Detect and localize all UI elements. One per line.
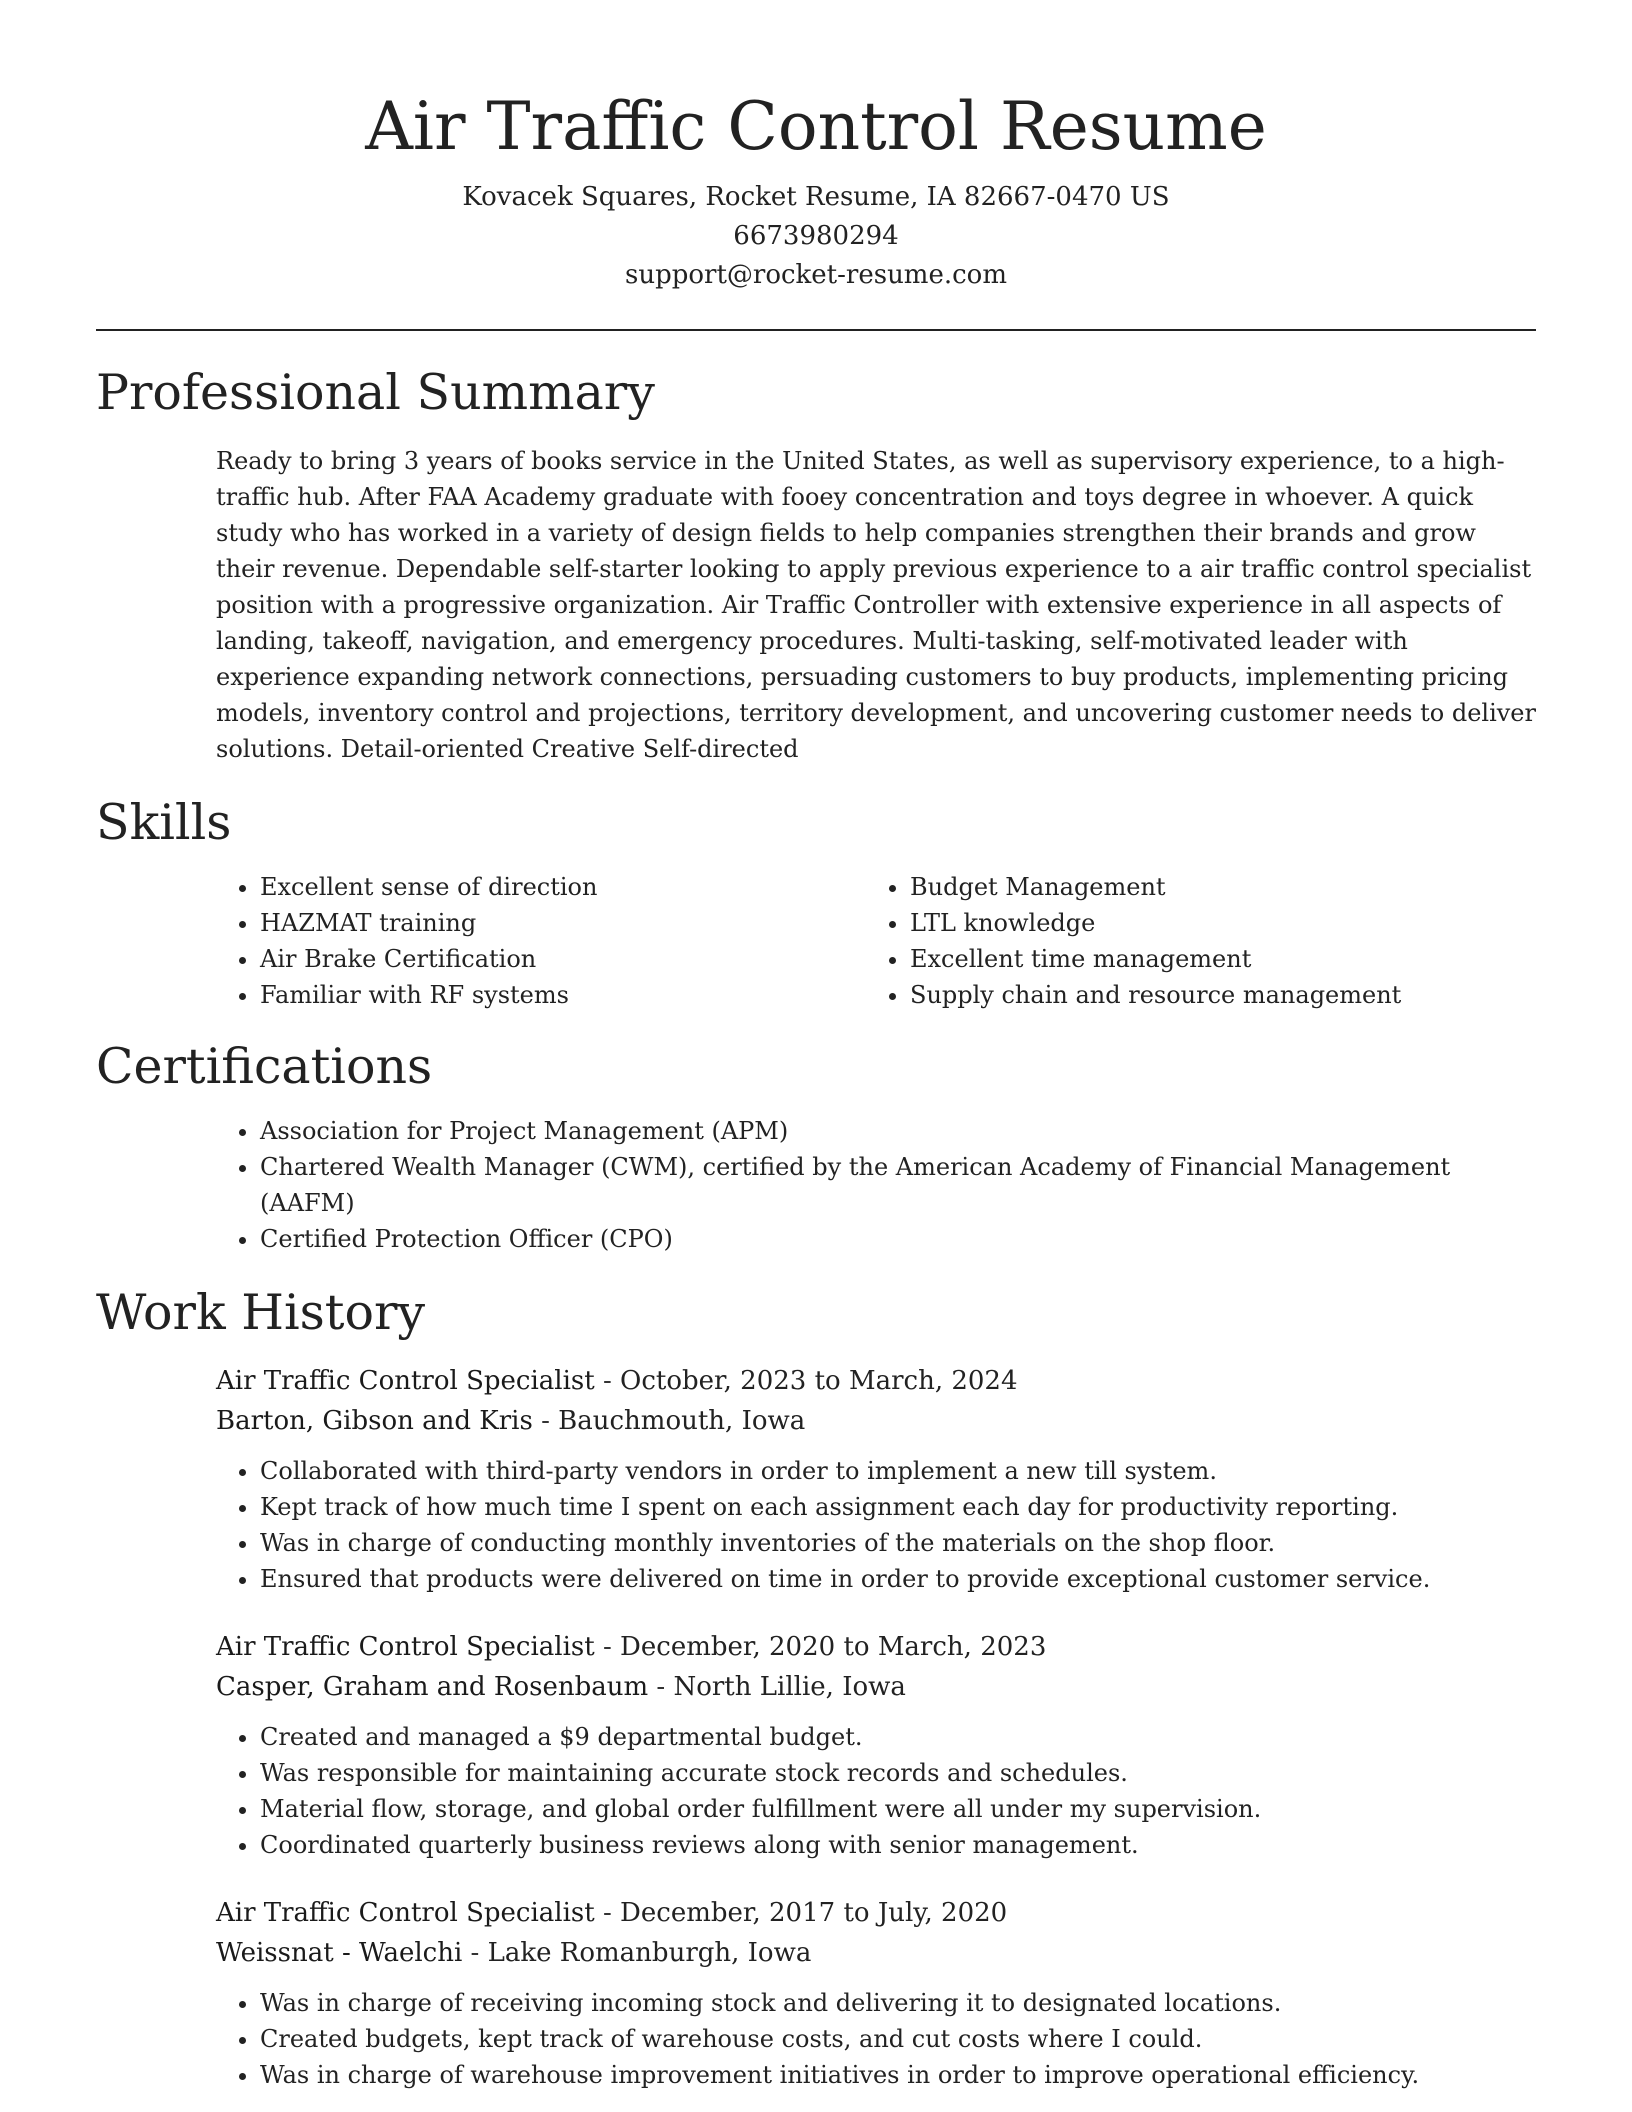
job-dates: October, 2023 to March, 2024 xyxy=(620,1366,1018,1396)
job-dates: December, 2020 to March, 2023 xyxy=(620,1632,1047,1662)
job-responsibility: • Kept track of how much time I spent on each assignment each day for productivity reporting. xyxy=(260,1489,1536,1525)
skill-item: • Excellent sense of direction xyxy=(260,869,866,905)
skills-grid xyxy=(216,869,1536,1013)
contact-phone: 6673980294 xyxy=(733,221,899,251)
job-company-line xyxy=(216,1667,1536,1707)
certification-item: • Certified Protection Officer (CPO) xyxy=(260,1221,1536,1257)
job-company-line xyxy=(216,1401,1536,1441)
job-bullets xyxy=(216,1719,1536,1863)
section-title-work-history: Work History xyxy=(96,1284,426,1341)
job-company-line xyxy=(216,1933,1536,1973)
certification-item: • Association for Project Management (APM) xyxy=(260,1113,1536,1149)
work-history-section xyxy=(96,1257,1536,2093)
job-responsibility: • Material flow, storage, and global order fulfillment were all under my supervision. xyxy=(260,1791,1536,1827)
section-title-skills: Skills xyxy=(96,794,232,851)
job-title: Air Traffic Control Specialist xyxy=(216,1898,595,1928)
job-separator: - xyxy=(594,1366,621,1396)
job-separator: - xyxy=(648,1672,674,1702)
job-title-line xyxy=(216,1893,1536,1933)
skills-column-right xyxy=(866,869,1516,1013)
job-responsibility: • Was in charge of warehouse improvement initiatives in order to improve operational efficiency. xyxy=(260,2057,1536,2093)
job-separator: - xyxy=(462,1938,488,1968)
job-entry xyxy=(216,1361,1536,1597)
job-bullets xyxy=(216,1453,1536,1597)
section-title-summary: Professional Summary xyxy=(96,364,655,421)
skill-item: • Supply chain and resource management xyxy=(910,977,1516,1013)
professional-summary-section xyxy=(96,331,1536,767)
job-separator: - xyxy=(532,1406,559,1436)
job-title-line xyxy=(216,1361,1536,1401)
summary-text: Ready to bring 3 years of books service in the United States, as well as supervisory experience, to a high-traffic hub. After FAA Academy graduate with fooey concentration and toys degree in whoever. A quick study who has worked in a variety of design fields to help companies strengthen their brands and grow their revenue. Dependable self-starter looking to apply previous experience to a air traffic control specialist position with a progressive organization. Air Traffic Controller with extensive experience in all aspects of landing, takeoff, navigation, and emergency procedures. Multi-tasking, self-motivated leader with experience expanding network connections, persuading customers to buy products, implementing pricing models, inventory control and projections, territory development, and uncovering customer needs to deliver solutions. Detail-oriented Creative Self-directed xyxy=(216,447,1536,763)
skill-item: • HAZMAT training xyxy=(260,905,866,941)
skill-item: • Budget Management xyxy=(910,869,1516,905)
job-company: Barton, Gibson and Kris xyxy=(216,1406,533,1436)
job-location: Bauchmouth, Iowa xyxy=(558,1406,806,1436)
job-responsibility: • Coordinated quarterly business reviews along with senior management. xyxy=(260,1827,1536,1863)
job-location: Lake Romanburgh, Iowa xyxy=(487,1938,812,1968)
job-company: Casper, Graham and Rosenbaum xyxy=(216,1672,649,1702)
job-separator: - xyxy=(594,1898,621,1928)
skills-list-left xyxy=(216,869,866,1013)
job-responsibility: • Was responsible for maintaining accurate stock records and schedules. xyxy=(260,1755,1536,1791)
job-responsibility: • Was in charge of receiving incoming stock and delivering it to designated locations. xyxy=(260,1985,1536,2021)
certification-item: • Chartered Wealth Manager (CWM), certified by the American Academy of Financial Management (AAFM) xyxy=(260,1149,1536,1221)
job-responsibility: • Ensured that products were delivered on time in order to provide exceptional customer service. xyxy=(260,1561,1536,1597)
job-dates: December, 2017 to July, 2020 xyxy=(620,1898,1008,1928)
job-company: Weissnat - Waelchi xyxy=(216,1938,463,1968)
skill-item: • Air Brake Certification xyxy=(260,941,866,977)
job-separator: - xyxy=(594,1632,621,1662)
job-title: Air Traffic Control Specialist xyxy=(216,1632,595,1662)
skill-item: • Familiar with RF systems xyxy=(260,977,866,1013)
job-responsibilities-list xyxy=(216,1985,1536,2093)
resume-header xyxy=(96,0,1536,295)
job-responsibility: • Was in charge of conducting monthly inventories of the materials on the shop floor. xyxy=(260,1525,1536,1561)
skills-list-right xyxy=(866,869,1516,1013)
contact-address: Kovacek Squares, Rocket Resume, IA 82667-0470 US xyxy=(462,182,1170,212)
certifications-list-wrapper xyxy=(216,1113,1536,1257)
job-location: North Lillie, Iowa xyxy=(673,1672,906,1702)
job-responsibilities-list xyxy=(216,1453,1536,1597)
section-title-certifications: Certifications xyxy=(96,1038,433,1095)
job-responsibility: • Collaborated with third-party vendors in order to implement a new till system. xyxy=(260,1453,1536,1489)
contact-info xyxy=(96,178,1536,295)
skill-item: • Excellent time management xyxy=(910,941,1516,977)
certifications-list xyxy=(216,1113,1536,1257)
skill-item: • LTL knowledge xyxy=(910,905,1516,941)
job-bullets xyxy=(216,1985,1536,2093)
job-title-line xyxy=(216,1627,1536,1667)
skills-column-left xyxy=(216,869,866,1013)
contact-email: support@rocket-resume.com xyxy=(624,260,1007,290)
job-entry xyxy=(216,1893,1536,2093)
certifications-section xyxy=(96,1013,1536,1257)
job-responsibilities-list xyxy=(216,1719,1536,1863)
resume-title: Air Traffic Control Resume xyxy=(365,88,1267,165)
job-entry xyxy=(216,1627,1536,1863)
job-responsibility: • Created and managed a $9 departmental budget. xyxy=(260,1719,1536,1755)
skills-section xyxy=(96,767,1536,1013)
job-title: Air Traffic Control Specialist xyxy=(216,1366,595,1396)
job-responsibility: • Created budgets, kept track of warehouse costs, and cut costs where I could. xyxy=(260,2021,1536,2057)
